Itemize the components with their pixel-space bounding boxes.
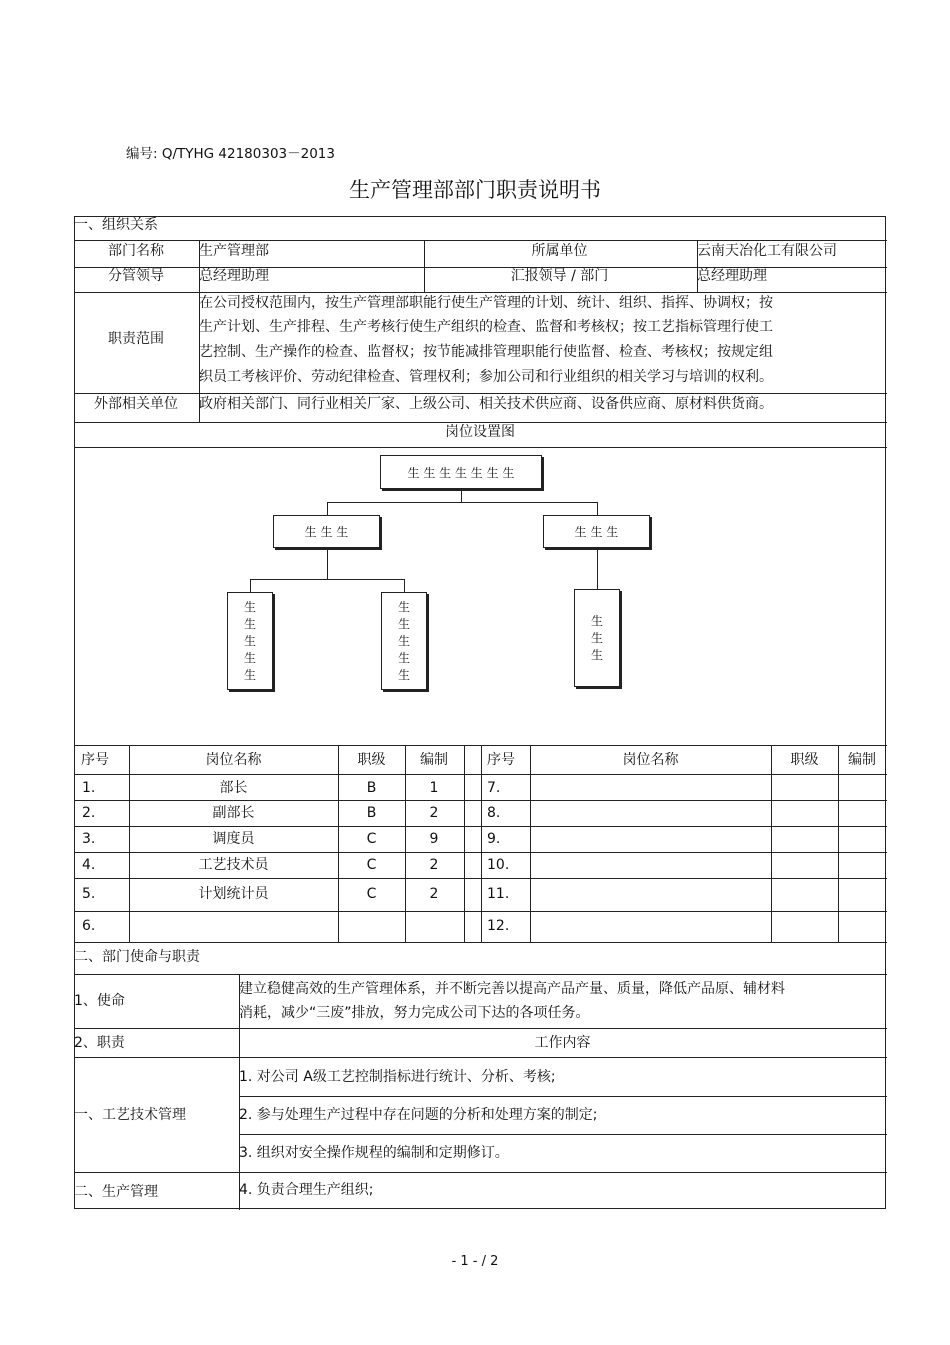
pos-row-count: 2 [429, 886, 439, 902]
unit-label: 所属单位 [531, 243, 588, 259]
pos-row-no: 2. [82, 805, 96, 821]
mission-label: 1、使命 [74, 993, 125, 1009]
pos-header-count: 编制 [420, 752, 448, 768]
pos-row-name: 工艺技术员 [198, 857, 269, 873]
pos-row-level: B [366, 805, 377, 821]
pos-header-level: 职级 [790, 752, 819, 768]
org-node-char: 生 [590, 647, 603, 662]
responsibility-table [74, 216, 886, 1209]
pos-row-level: C [366, 886, 377, 902]
pos-row-name: 计划统计员 [198, 886, 269, 902]
dept-name-value: 生产管理部 [199, 243, 269, 259]
pos-row-name: 部长 [219, 780, 248, 796]
pos-row-no: 8. [487, 805, 501, 821]
lead-value: 总经理助理 [199, 268, 269, 284]
pos-header-name: 岗位名称 [205, 752, 262, 768]
pos-row-no: 12. [487, 918, 510, 934]
pos-row-no: 9. [487, 831, 501, 847]
scope-line: 艺控制、生产操作的检查、监督权；按节能减排管理职能行使监督、检查、考核权；按规定组 [199, 344, 773, 360]
org-node-char: 生 [397, 633, 410, 648]
pos-header-level: 职级 [357, 752, 386, 768]
scope-line: 织员工考核评价、劳动纪律检查、管理权利；参加公司和行业组织的相关学习与培训的权利。 [199, 369, 773, 385]
lead-label: 分管领导 [108, 268, 164, 284]
duty-category: 一、工艺技术管理 [74, 1107, 186, 1123]
pos-header-name: 岗位名称 [622, 752, 679, 768]
org-node-char: 生 [243, 616, 256, 631]
org-node-char: 生 [590, 613, 603, 628]
duty-item: 1. 对公司 A级工艺控制指标进行统计、分析、考核; [239, 1069, 556, 1085]
pos-row-count: 2 [429, 805, 439, 821]
external-label: 外部相关单位 [94, 396, 178, 412]
org-node-char: 生 [397, 650, 410, 665]
mission-line: 建立稳健高效的生产管理体系，并不断完善以提高产品产量、质量，降低产品原、辅材料 [239, 981, 785, 997]
duty-item: 2. 参与处理生产过程中存在问题的分析和处理方案的制定; [239, 1107, 598, 1123]
scope-line: 在公司授权范围内，按生产管理部职能行使生产管理的计划、统计、组织、指挥、协调权；按 [199, 295, 773, 311]
org-node-char: 生 [243, 599, 256, 614]
org-node-char: 生 [397, 667, 410, 682]
external-value: 政府相关部门、同行业相关厂家、上级公司、相关技术供应商、设备供应商、原材料供货商。 [199, 396, 773, 412]
org-node-leaf-1 [227, 592, 273, 690]
org-node-leaf-2 [381, 592, 427, 690]
org-node-char: 生 [243, 667, 256, 682]
page-number: - 1 - / 2 [451, 1254, 499, 1269]
org-node-left: 生 生 生 [273, 515, 380, 548]
duty-item: 4. 负责合理生产组织; [239, 1182, 374, 1198]
org-node-char: 生 [590, 630, 603, 645]
pos-row-no: 5. [82, 886, 96, 902]
org-node-char: 生 [243, 633, 256, 648]
document-code: 编号: Q/TYHG 42180303－2013 [126, 146, 335, 162]
unit-value: 云南天冶化工有限公司 [697, 243, 837, 259]
org-chart-label: 岗位设置图 [445, 424, 515, 440]
pos-row-no: 10. [487, 857, 510, 873]
pos-row-no: 6. [82, 918, 96, 934]
work-content-header: 工作内容 [534, 1035, 591, 1051]
org-node-top: 生 生 生 生 生 生 生 [380, 455, 542, 489]
org-node-char: 生 [397, 616, 410, 631]
section-mission-heading: 二、部门使命与职责 [74, 949, 200, 965]
pos-row-no: 11. [487, 886, 510, 902]
pos-row-name: 副部长 [212, 805, 255, 821]
pos-row-level: C [366, 831, 377, 847]
org-node-leaf-3 [574, 589, 620, 687]
scope-line: 生产计划、生产排程、生产考核行使生产组织的检查、监督和考核权；按工艺指标管理行使工 [199, 319, 773, 335]
pos-header-no: 序号 [81, 752, 109, 768]
pos-row-level: C [366, 857, 377, 873]
org-node-char: 生 [243, 650, 256, 665]
pos-row-no: 4. [82, 857, 96, 873]
pos-header-no: 序号 [487, 752, 515, 768]
pos-row-count: 9 [429, 831, 439, 847]
org-node-char: 生 [397, 599, 410, 614]
duty-category: 二、生产管理 [74, 1184, 158, 1200]
pos-row-count: 2 [429, 857, 439, 873]
org-node-right: 生 生 生 [543, 515, 650, 548]
section-org-heading: 一、组织关系 [74, 217, 158, 233]
duty-label: 2、职责 [74, 1035, 125, 1051]
pos-header-count: 编制 [848, 752, 876, 768]
dept-name-label: 部门名称 [108, 243, 164, 259]
pos-row-no: 3. [82, 831, 96, 847]
duty-item: 3. 组织对安全操作规程的编制和定期修订。 [239, 1145, 509, 1161]
pos-row-name: 调度员 [212, 831, 255, 847]
report-label: 汇报领导 / 部门 [510, 268, 609, 284]
pos-row-count: 1 [429, 780, 439, 796]
pos-row-no: 7. [487, 780, 501, 796]
report-value: 总经理助理 [697, 268, 767, 284]
scope-label: 职责范围 [108, 331, 164, 347]
document-title: 生产管理部部门职责说明书 [349, 178, 601, 202]
pos-row-level: B [366, 780, 377, 796]
mission-line: 消耗，减少“三废”排放，努力完成公司下达的各项任务。 [239, 1005, 590, 1021]
pos-row-no: 1. [82, 780, 96, 796]
